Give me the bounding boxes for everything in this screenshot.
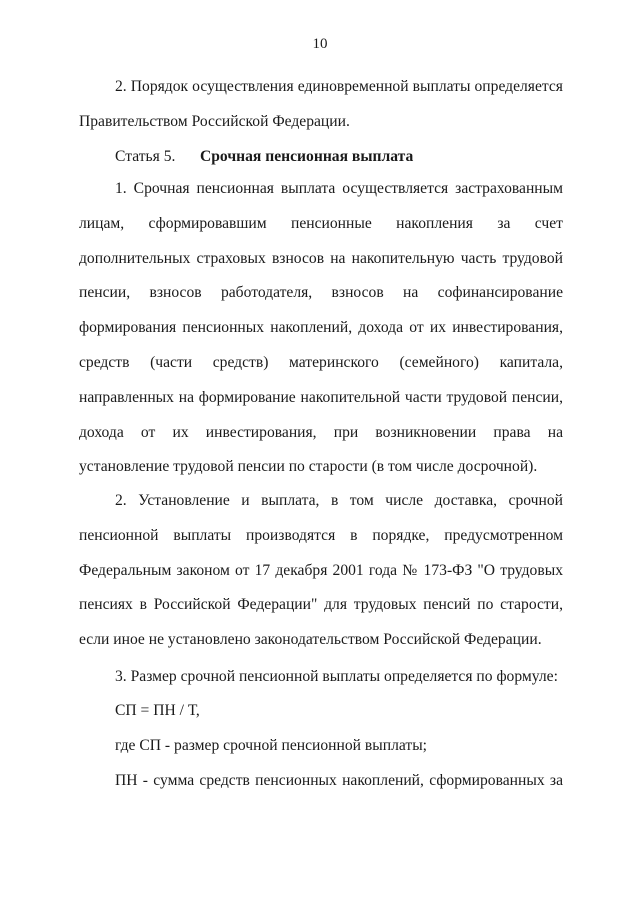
paragraph-2-block — [79, 484, 563, 658]
formula-block — [79, 694, 563, 729]
paragraph-1: 1. Срочная пенсионная выплата осуществляется застрахованным лицам, сформировавшим пенсионные накопления за счет дополнительных страховых взносов на накопительную часть трудовой пенсии, взносов работодателя, взносов на софинансирование формирования пенсионных накоплений, дохода от их инвестирования, средств (части средств) материнского (семейного) капитала, направленных на формирование накопительной части трудовой пенсии, дохода от их инвестирования, при возникновении права на установление трудовой пенсии по старости (в том числе досрочной). — [79, 180, 563, 476]
page-number: 10 — [312, 36, 328, 52]
paragraph-1-block — [79, 172, 563, 485]
article-heading-block — [79, 140, 563, 175]
paragraph-2: 2. Установление и выплата, в том числе доставка, срочной пенсионной выплаты производятся в порядке, предусмотренном Федеральным законом от 17 декабря 2001 года № 173-ФЗ "О трудовых пенсиях в Российской Федерации" для трудовых пенсий по старости, если иное не установлено законодательством Российской Федерации. — [79, 492, 563, 649]
paragraph-3-block — [79, 660, 563, 695]
paragraph-intro-block — [79, 70, 563, 140]
definition-pn-block — [79, 764, 563, 799]
definition-sp-block — [79, 729, 563, 764]
article-label: Статья 5. — [115, 148, 176, 165]
article-heading — [79, 140, 563, 175]
paragraph-intro: 2. Порядок осуществления единовременной выплаты определяется Правительством Российской Федерации. — [79, 78, 563, 130]
definition-pn: ПН - сумма средств пенсионных накоплений, сформированных за — [115, 772, 563, 789]
formula: СП = ПН / Т, — [115, 702, 200, 719]
definition-sp: где СП - размер срочной пенсионной выплаты; — [115, 737, 428, 754]
article-title: Срочная пенсионная выплата — [200, 148, 414, 165]
paragraph-3: 3. Размер срочной пенсионной выплаты определяется по формуле: — [115, 668, 558, 685]
